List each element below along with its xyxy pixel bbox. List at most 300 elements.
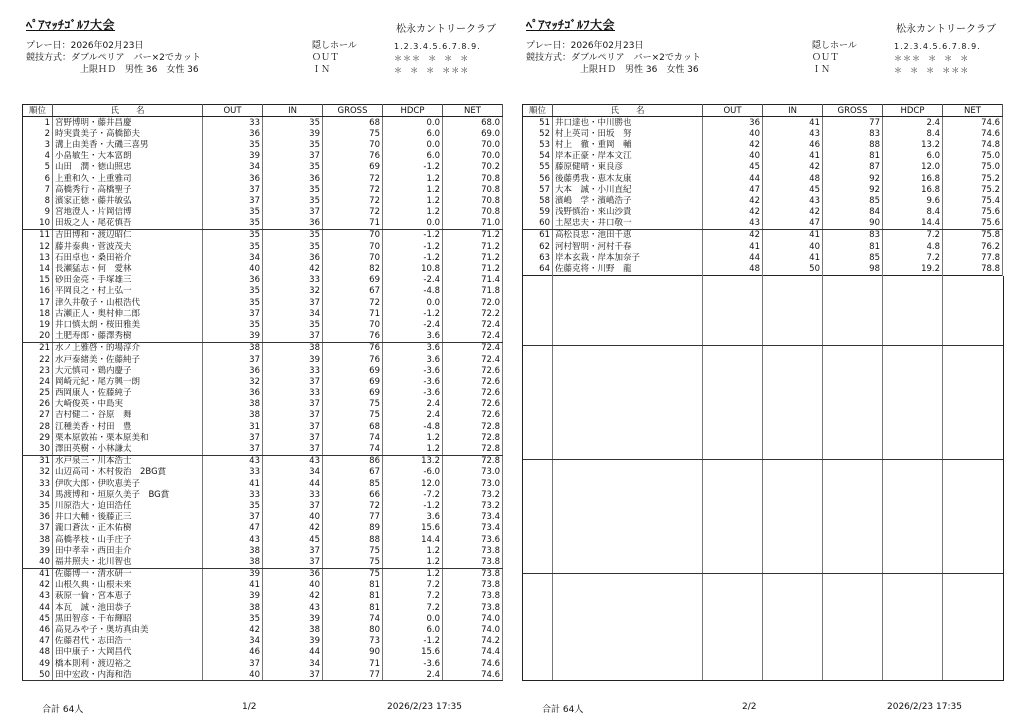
cell-out: 31 [203,421,263,432]
cell-gross: 83 [823,229,883,241]
table-row [23,218,503,230]
cell-in: 50 [763,263,823,275]
cell-gross: 74 [323,432,383,443]
cell-hdcp: 12.0 [883,162,943,173]
cell-names: 岸本玄栽・岸本加奈子 [553,252,703,263]
out-value: ＊＊＊ ＊ ＊ ＊ [394,54,470,63]
cell-in: 37 [263,556,323,568]
cell-names: 石田卓也・桑田裕介 [53,252,203,263]
cell-names: 高松良忠・池田千恵 [553,229,703,241]
cell-net: 74.4 [443,647,503,658]
cell-net: 70.0 [443,139,503,150]
cell-in: 35 [263,195,323,206]
cell-rank: 14 [23,263,53,274]
cell-rank: 7 [23,184,53,195]
cell-hdcp: 16.8 [883,184,943,195]
cell-names: 本瓦 誠・池田恭子 [53,602,203,613]
cell-names: 河村智明・河村千春 [553,241,703,252]
cell-rank: 29 [23,432,53,443]
cell-rank: 58 [523,195,553,206]
results-table [22,104,503,681]
cell-names: 佐藤君代・志田浩一 [53,636,203,647]
cell-in: 43 [263,455,323,467]
cell-gross: 70 [323,319,383,330]
table-row [523,117,1003,129]
cell-net: 72.4 [443,354,503,365]
table-row [23,421,503,432]
cell-in: 35 [263,184,323,195]
table-row [523,151,1003,162]
cell-net: 72.4 [443,331,503,343]
column-header: OUT [703,105,763,117]
table-row [23,117,503,129]
cell-in: 37 [263,432,323,443]
cell-hdcp: -3.6 [383,376,443,387]
table-row [523,241,1003,252]
cell-rank: 41 [23,568,53,580]
cell-gross: 72 [323,207,383,218]
cell-hdcp: 1.2 [383,207,443,218]
cell-gross: 77 [323,512,383,523]
cell-names: 吉村健二・谷原 舞 [53,410,203,421]
cell-in: 35 [263,319,323,330]
cell-hdcp: 0.0 [383,613,443,624]
cell-hdcp: 10.8 [383,263,443,274]
page-header [22,0,502,100]
cell-rank: 49 [23,658,53,669]
cell-in: 38 [263,624,323,635]
cell-gross: 76 [323,342,383,354]
results-table [522,104,1003,276]
cell-out: 48 [703,263,763,275]
cell-out: 35 [203,500,263,511]
cell-rank: 33 [23,478,53,489]
table-row [23,207,503,218]
cell-rank: 38 [23,534,53,545]
cell-names: 長瀬猛志・何 愛林 [53,263,203,274]
cell-out: 41 [203,478,263,489]
cell-net: 71.2 [443,229,503,241]
cell-rank: 55 [523,162,553,173]
cell-net: 77.8 [943,252,1003,263]
column-divider [822,276,823,680]
cell-hdcp: -1.2 [383,500,443,511]
cell-gross: 83 [823,128,883,139]
cell-gross: 85 [323,478,383,489]
cell-names: 井口達也・中川勝也 [553,117,703,129]
table-header-row [23,105,503,117]
cell-in: 46 [763,139,823,150]
cell-net: 70.8 [443,207,503,218]
cell-gross: 81 [823,241,883,252]
cell-net: 70.8 [443,195,503,206]
cell-names: 小畠敏生・大本富朗 [53,151,203,162]
cell-gross: 76 [323,151,383,162]
cell-rank: 19 [23,319,53,330]
column-header: OUT [203,105,263,117]
cell-net: 75.2 [943,184,1003,195]
cell-hdcp: 13.2 [883,139,943,150]
cell-out: 44 [703,173,763,184]
cell-gross: 75 [323,410,383,421]
cell-net: 73.2 [443,489,503,500]
cell-hdcp: 14.4 [383,534,443,545]
cell-net: 72.2 [443,308,503,319]
out-value: ＊＊＊ ＊ ＊ ＊ [894,54,970,63]
cell-gross: 88 [323,534,383,545]
table-row [23,275,503,286]
cell-gross: 89 [323,523,383,534]
cell-net: 69.0 [443,128,503,139]
cell-gross: 85 [823,195,883,206]
cell-in: 42 [263,591,323,602]
cell-rank: 16 [23,286,53,297]
cell-rank: 56 [523,173,553,184]
cell-net: 75.4 [943,195,1003,206]
cell-in: 41 [763,117,823,129]
cell-rank: 48 [23,647,53,658]
in-label: ＩＮ [812,65,831,75]
table-row [23,500,503,511]
table-row [523,263,1003,275]
cell-names: 大崎俊英・中島実 [53,399,203,410]
cell-hdcp: 1.2 [383,195,443,206]
cell-names: 田坂之人・尾花慎吾 [53,218,203,230]
cell-out: 43 [703,218,763,230]
cell-names: 江種美香・村田 豊 [53,421,203,432]
cell-gross: 92 [823,184,883,195]
cell-hdcp: -2.4 [383,319,443,330]
cell-rank: 10 [23,218,53,230]
cell-net: 72.4 [443,342,503,354]
table-row [23,331,503,343]
cell-names: 後藤勇我・恵木友康 [553,173,703,184]
cell-in: 41 [763,252,823,263]
cell-rank: 54 [523,151,553,162]
cell-names: 萩原一倫・宮本恵子 [53,591,203,602]
cell-names: 吉田博和・渡辺昭仁 [53,229,203,241]
cell-rank: 34 [23,489,53,500]
cell-hdcp: 6.0 [883,151,943,162]
cell-hdcp: 8.4 [883,128,943,139]
cell-gross: 81 [823,151,883,162]
cell-net: 74.6 [443,669,503,681]
table-row [23,658,503,669]
cell-names: 高橋孝枝・山手庄子 [53,534,203,545]
cell-hdcp: -1.2 [383,162,443,173]
cell-net: 72.8 [443,421,503,432]
cell-out: 33 [203,489,263,500]
table-row [23,647,503,658]
cell-gross: 69 [323,275,383,286]
cell-gross: 72 [323,195,383,206]
cell-gross: 69 [323,365,383,376]
cell-net: 76.2 [943,241,1003,252]
cell-hdcp: -6.0 [383,467,443,478]
table-row [23,252,503,263]
table-row [23,195,503,206]
cell-out: 43 [203,534,263,545]
cell-hdcp: 2.4 [383,410,443,421]
table-row [23,624,503,635]
cell-gross: 82 [323,263,383,274]
cell-hdcp: 13.2 [383,455,443,467]
out-label: ＯＵＴ [812,53,840,63]
cell-gross: 66 [323,489,383,500]
table-row [23,591,503,602]
cell-rank: 3 [23,139,53,150]
cell-out: 38 [203,342,263,354]
cell-rank: 18 [23,308,53,319]
table-row [523,252,1003,263]
cell-net: 71.8 [443,286,503,297]
cell-in: 37 [263,399,323,410]
cell-gross: 75 [323,128,383,139]
cell-gross: 81 [323,580,383,591]
cell-out: 42 [703,207,763,218]
cell-in: 36 [263,173,323,184]
table-row [523,218,1003,230]
cell-rank: 46 [23,624,53,635]
cell-names: 藤原健晴・東良彦 [553,162,703,173]
cell-hdcp: -4.8 [383,421,443,432]
cell-in: 45 [263,534,323,545]
cell-in: 33 [263,275,323,286]
table-row [23,308,503,319]
cell-in: 43 [763,195,823,206]
cell-rank: 51 [523,117,553,129]
cell-hdcp: 2.4 [383,669,443,681]
print-timestamp: 2026/2/23 17:35 [887,702,962,712]
cell-names: 村上 徹・重岡 輔 [553,139,703,150]
cell-gross: 80 [323,624,383,635]
cell-rank: 42 [23,580,53,591]
cell-rank: 43 [23,591,53,602]
cell-names: 土屋忠夫・井口敬一 [553,218,703,230]
page-number: 2/2 [742,702,757,712]
cell-in: 47 [763,218,823,230]
cell-rank: 20 [23,331,53,343]
cell-gross: 67 [323,286,383,297]
cell-out: 34 [203,162,263,173]
cell-in: 34 [263,467,323,478]
cell-out: 44 [703,252,763,263]
cell-hdcp: 1.2 [383,443,443,455]
cell-gross: 75 [323,399,383,410]
cell-net: 70.0 [443,151,503,162]
cell-hdcp: -3.6 [383,388,443,399]
cell-rank: 23 [23,365,53,376]
cell-gross: 86 [323,455,383,467]
table-row [23,478,503,489]
column-divider [552,276,553,680]
table-row [23,354,503,365]
cell-net: 71.2 [443,252,503,263]
cell-names: 藤井泰典・菅波茂夫 [53,241,203,252]
cell-in: 32 [263,286,323,297]
cell-hdcp: 1.2 [383,173,443,184]
cell-names: 水戸泉三・川本浩士 [53,455,203,467]
cell-hdcp: 2.4 [383,399,443,410]
cell-gross: 75 [323,556,383,568]
table-row [23,388,503,399]
cell-in: 37 [263,421,323,432]
cell-rank: 21 [23,342,53,354]
cell-in: 34 [263,658,323,669]
cell-hdcp: 1.2 [383,556,443,568]
cell-net: 74.0 [443,613,503,624]
cell-out: 41 [203,580,263,591]
table-row [23,139,503,150]
cell-hdcp: 1.2 [383,568,443,580]
cell-out: 34 [203,636,263,647]
cell-gross: 90 [823,218,883,230]
column-divider [882,276,883,680]
cell-out: 37 [203,443,263,455]
cell-in: 43 [263,602,323,613]
column-header: IN [263,105,323,117]
cell-rank: 45 [23,613,53,624]
cell-names: 土肥寿郎・藤澤秀樹 [53,331,203,343]
cell-hdcp: 1.2 [383,184,443,195]
cell-names: 平岡良之・村上弘一 [53,286,203,297]
cell-gross: 70 [323,139,383,150]
cell-gross: 71 [323,658,383,669]
cell-names: 田中宏政・内海和浩 [53,669,203,681]
cell-net: 73.8 [443,556,503,568]
club-name: 松永カントリークラブ [396,24,496,35]
cell-out: 35 [203,229,263,241]
handicap-limit: 上限ＨＤ 男性 36 女性 36 [580,65,699,75]
cell-rank: 12 [23,241,53,252]
cell-names: 澤田英樹・小林謙太 [53,443,203,455]
cell-names: 津久井敬子・山根浩代 [53,297,203,308]
cell-hdcp: -3.6 [383,658,443,669]
cell-out: 47 [703,184,763,195]
cell-hdcp: 6.0 [383,128,443,139]
cell-rank: 15 [23,275,53,286]
cell-names: 高橋秀行・高橋聖子 [53,184,203,195]
cell-net: 74.8 [943,139,1003,150]
cell-gross: 84 [823,207,883,218]
cell-out: 38 [203,545,263,556]
cell-rank: 62 [523,241,553,252]
results-page-1 [22,0,522,724]
cell-out: 39 [203,591,263,602]
cell-rank: 9 [23,207,53,218]
table-row [23,613,503,624]
cell-rank: 64 [523,263,553,275]
column-header: HDCP [883,105,943,117]
print-timestamp: 2026/2/23 17:35 [387,702,462,712]
table-row [23,184,503,195]
cell-gross: 68 [323,421,383,432]
cell-rank: 63 [523,252,553,263]
cell-rank: 36 [23,512,53,523]
table-row [23,410,503,421]
cell-hdcp: 2.4 [883,117,943,129]
cell-out: 35 [203,297,263,308]
cell-in: 40 [263,580,323,591]
cell-names: 水戸泰緒美・佐藤純子 [53,354,203,365]
cell-rank: 61 [523,229,553,241]
table-row [23,263,503,274]
cell-hdcp: 7.2 [883,252,943,263]
cell-rank: 13 [23,252,53,263]
cell-net: 75.6 [943,218,1003,230]
cell-in: 37 [263,443,323,455]
cell-hdcp: 3.6 [383,331,443,343]
cell-net: 73.8 [443,580,503,591]
cell-out: 35 [203,613,263,624]
cell-net: 73.8 [443,545,503,556]
table-row [23,286,503,297]
block-divider [523,573,1003,574]
cell-in: 35 [263,241,323,252]
cell-net: 68.0 [443,117,503,129]
cell-rank: 39 [23,545,53,556]
cell-out: 33 [203,117,263,129]
cell-net: 73.8 [443,591,503,602]
cell-net: 75.0 [943,162,1003,173]
cell-gross: 70 [323,252,383,263]
cell-in: 38 [263,342,323,354]
cell-in: 40 [263,512,323,523]
column-header: 順位 [523,105,553,117]
cell-hdcp: 16.8 [883,173,943,184]
cell-in: 40 [763,241,823,252]
block-divider [523,345,1003,346]
cell-in: 37 [263,410,323,421]
cell-out: 35 [203,218,263,230]
table-row [23,365,503,376]
cell-out: 40 [203,669,263,681]
cell-out: 41 [703,241,763,252]
table-row [23,568,503,580]
cell-names: 黒田智彦・千布輝昭 [53,613,203,624]
event-title: ﾍﾟｱﾏｯﾁｺﾞﾙﾌ大会 [26,18,116,32]
cell-hdcp: 6.0 [383,151,443,162]
cell-out: 35 [203,319,263,330]
cell-out: 37 [203,354,263,365]
cell-gross: 69 [323,162,383,173]
cell-rank: 11 [23,229,53,241]
cell-in: 37 [263,207,323,218]
cell-rank: 17 [23,297,53,308]
cell-rank: 59 [523,207,553,218]
cell-in: 37 [263,297,323,308]
cell-rank: 52 [523,128,553,139]
cell-in: 33 [263,388,323,399]
cell-hdcp: -1.2 [383,241,443,252]
cell-hdcp: 7.2 [883,229,943,241]
cell-net: 73.4 [443,512,503,523]
cell-out: 43 [203,455,263,467]
cell-out: 36 [203,128,263,139]
cell-net: 78.8 [943,263,1003,275]
cell-rank: 35 [23,500,53,511]
cell-names: 井口大輔・後藤正三 [53,512,203,523]
block-divider [523,459,1003,460]
cell-rank: 47 [23,636,53,647]
cell-net: 71.4 [443,275,503,286]
table-row [23,523,503,534]
cell-out: 37 [203,432,263,443]
cell-net: 75.0 [943,151,1003,162]
table-row [23,443,503,455]
cell-gross: 71 [323,218,383,230]
cell-rank: 4 [23,151,53,162]
